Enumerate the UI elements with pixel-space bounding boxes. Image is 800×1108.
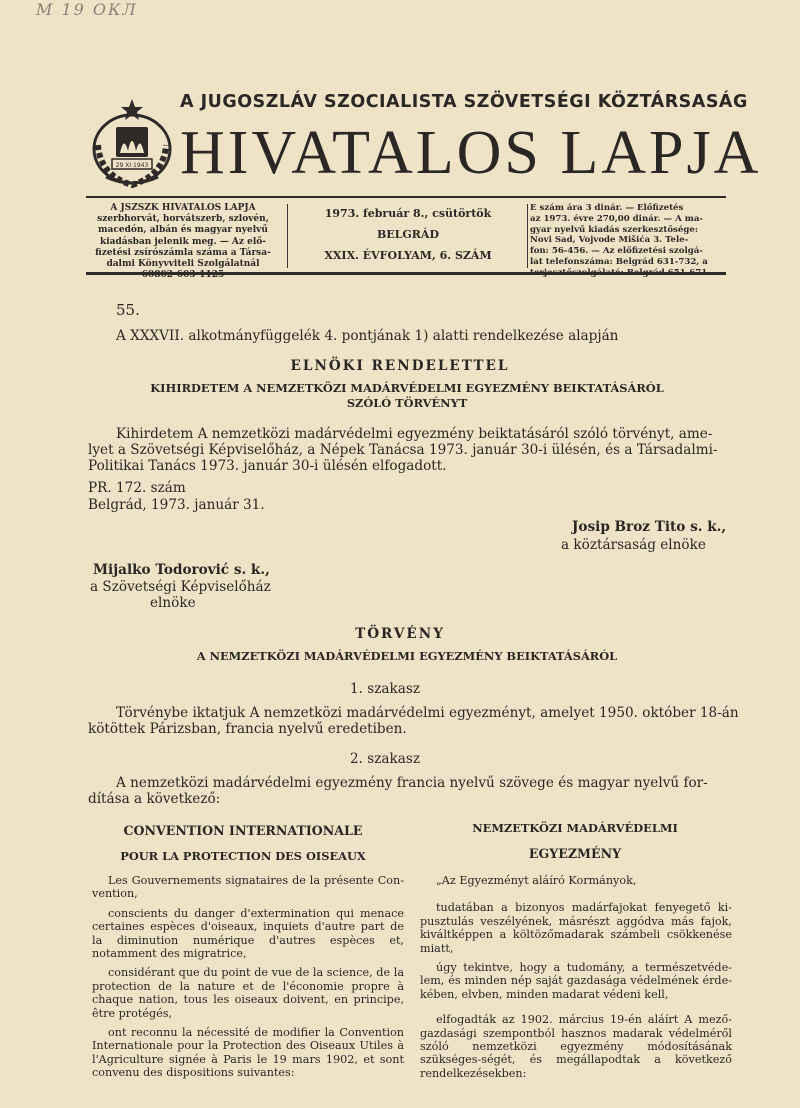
price-info [530,203,726,278]
section-text-line: kötöttek Párizsban, francia nyelvű eredetiben. [88,721,407,737]
decree-basis: A XXXVII. alkotmányfüggelék 4. pontjának 1) alatti rendelkezése alapján [116,328,619,344]
decree-text-line: Politikai Tanács 1973. január 30-i ülésén elfogadott. [88,458,447,474]
issue-info [292,203,524,272]
section-text-line: A nemzetközi madárvédelmi egyezmény francia nyelvű szövege és magyar nyelvű for- [116,775,708,791]
signer-name: Josip Broz Tito s. k., [572,519,727,535]
info-line: az 1973. évre 270,00 dinár. — A ma- [530,213,703,224]
signer-title: a köztársaság elnöke [561,537,706,553]
hungarian-paragraph: úgy tekintve, hogy a tudomány, a természetvéde-lem, és minden nép saját gazdasága védelmének érde-kében, elvben, minden madarat védeni kell, [420,961,732,1001]
french-paragraph: conscients du danger d'extermination qui menace certaines espèces d'oiseaux, inquiets d'autre part de la diminution numérique d'autres espèces et, notamment des migratrice, [92,906,404,961]
decree-text-line: lyet a Szövetségi Képviselőház, a Népek Tanácsa 1973. január 30-i ülésén, és a Társadalmi- [88,442,718,458]
decree-subheading: SZÓLÓ TÖRVÉNYT [346,396,468,410]
issue-date: 1973. február 8., csütörtök [324,207,492,220]
info-line: lat telefonszáma: Belgrád 631-732, a [530,256,708,267]
info-divider-right [527,204,528,268]
subscription-info [88,203,278,281]
info-line: dalmi Könyvviteli Szolgálatnál [106,259,260,270]
info-line: szerbhorvát, horvátszerb, szlovén, [97,214,269,225]
law-title: TÖRVÉNY [355,626,445,642]
section-text-line: dítása a következő: [88,791,221,807]
decree-heading: ELNÖKI RENDELETTEL [290,358,510,374]
info-line: gyar nyelvű kiadás szerkesztősége: [530,224,699,235]
french-heading: CONVENTION INTERNATIONALE [123,823,363,838]
section-label: 2. szakasz [349,751,420,767]
info-line: macedón, albán és magyar nyelvű [98,225,268,236]
decree-text-line: Kihirdetem A nemzetközi madárvédelmi egyezmény beiktatásáról szóló törvényt, ame- [116,426,713,442]
info-line: fon: 56-456. — Az előfizetési szolgá- [530,246,703,257]
masthead-title: HIVATALOS LAPJA [180,119,762,187]
info-divider-left [287,204,288,268]
hungarian-paragraph: „Az Egyezményt aláíró Kormányok, [436,874,637,887]
hungarian-heading: NEMZETKÖZI MADÁRVÉDELMI [472,821,678,835]
info-line: fizetési zsírószámla száma a Társa- [95,247,271,258]
info-line: Novi Sad, Vojvode Mišića 3. Tele- [530,235,689,246]
french-paragraph: considérant que du point de vue de la science, de la protection de la nature et de l'économie propre à chaque nation, tous les oiseaux doivent, en principe, être protégés, [92,966,404,1020]
emblem-date: 29 XI 1943 [115,162,149,169]
handwritten-note: M 19 ОКЛ [36,0,138,19]
issue-place: BELGRÁD [376,228,440,241]
law-subtitle: A NEMZETKÖZI MADÁRVÉDELMI EGYEZMÉNY BEIKTATÁSÁRÓL [196,649,618,663]
place-date: Belgrád, 1973. január 31. [88,497,265,513]
coat-of-arms-icon [90,97,174,193]
signer-name: Mijalko Todorović s. k., [93,562,270,578]
info-line: kiadásban jelenik meg. — Az elő- [100,236,266,247]
info-line: E szám ára 3 dinár. — Előfizetés [530,203,684,213]
issue-volume: XXIX. ÉVFOLYAM, 6. SZÁM [324,249,492,262]
info-line: terjesztőszolgálaté: Belgrád 651-671 [530,267,708,278]
french-paragraph: Les Gouvernements signataires de la présente Con-vention, [92,874,404,901]
hungarian-paragraph: elfogadták az 1902. március 19-én aláírt A mező-gazdasági szempontból hasznos madarak védelméről szóló nemzetközi egyezmény módosításának szükséges-ségét, és megállapodtak a következő rendelkezésekben: [420,1013,732,1080]
masthead-rule-top [86,196,726,198]
hungarian-paragraph: tudatában a bizonyos madárfajokat fenyegető ki-pusztulás veszélyének, másrészt aggódva más fajok, kiváltképpen a költözőmadarak számbeli csökkenése miatt, [420,901,732,955]
section-label: 1. szakasz [349,681,420,697]
decree-subheading: KIHIRDETEM A NEMZETKÖZI MADÁRVÉDELMI EGYEZMÉNY BEIKTATÁSÁRÓL [150,381,664,395]
masthead-supertitle: A JUGOSZLÁV SZOCIALISTA SZÖVETSÉGI KÖZTÁRSASÁG [180,92,748,112]
section-text-line: Törvénybe iktatjuk A nemzetközi madárvédelmi egyezményt, amelyet 1950. október 18-án [116,705,739,721]
french-subheading: POUR LA PROTECTION DES OISEAUX [120,849,366,863]
decree-number: 55. [116,301,140,319]
info-line: A JSZSZK HIVATALOS LAPJA [110,203,256,213]
hungarian-subheading: EGYEZMÉNY [528,846,622,861]
signer-title: elnöke [150,595,196,611]
signer-title: a Szövetségi Képviselőház [90,579,271,595]
french-paragraph: ont reconnu la nécessité de modifier la Convention Internationale pour la Protection des Oiseaux Utiles à l'Agriculture signée à Paris le 19 mars 1902, et sont convenu des dispositions suivantes: [92,1026,404,1080]
french-column [92,874,404,1080]
hungarian-column [420,874,732,1080]
reference-number: PR. 172. szám [88,480,186,496]
info-line: 60802-603-1125 [141,270,225,281]
